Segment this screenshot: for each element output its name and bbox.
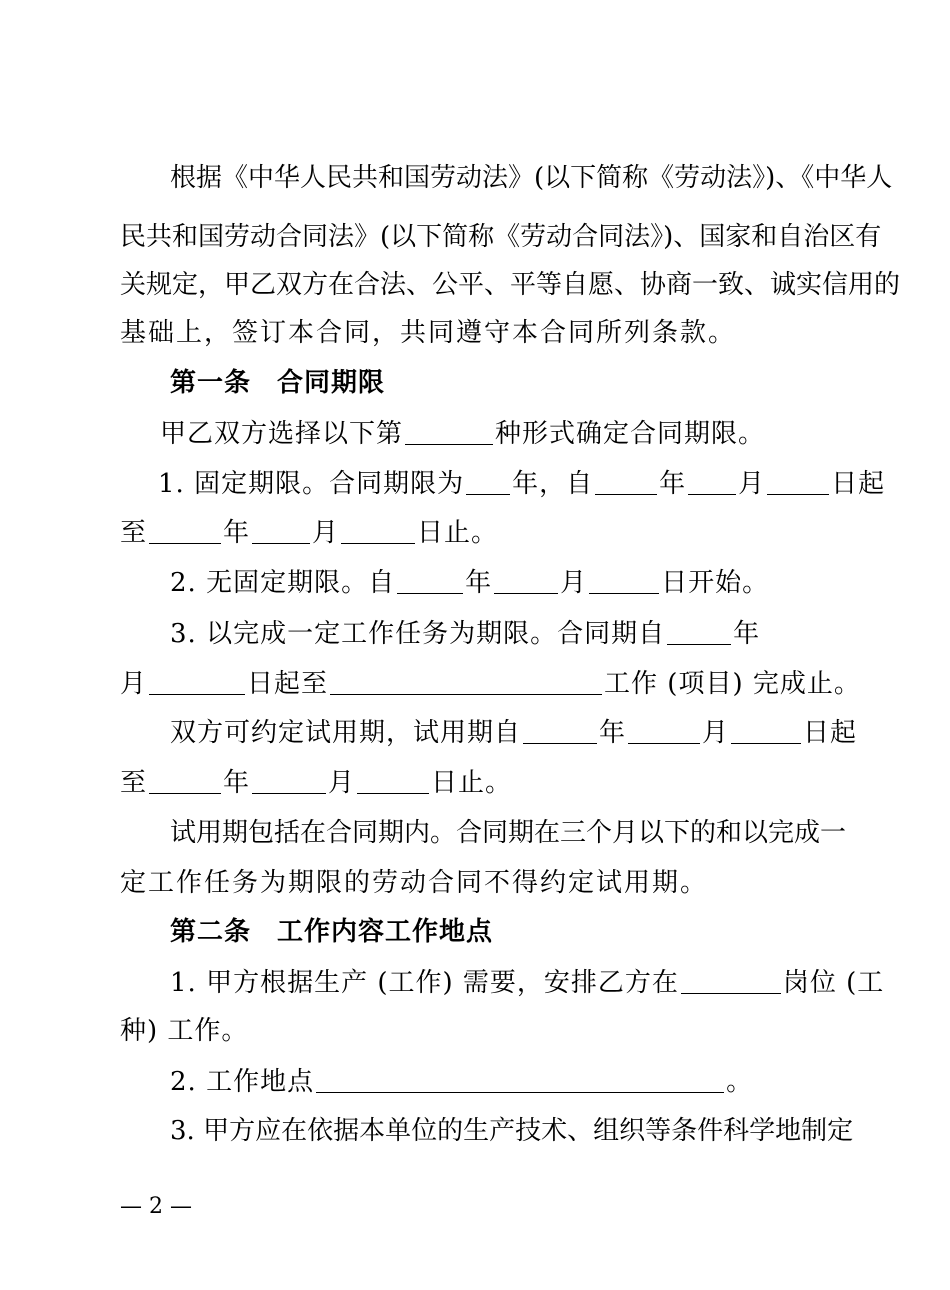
open-start-month-blank[interactable] [494, 569, 558, 594]
probation-line-1: 双方可约定试用期，试用期自 年 月 日起 [170, 718, 858, 748]
page-number: — 2 — [120, 1194, 192, 1219]
open-start-year-blank[interactable] [397, 569, 463, 594]
task-term-line-1: 3. 以完成一定工作任务为期限。合同期自 年 [170, 619, 761, 649]
article-2-number: 第二条 [170, 917, 252, 947]
task-start-year-blank[interactable] [667, 620, 731, 645]
work-location-blank[interactable] [316, 1068, 724, 1093]
probation-line-2: 至 年 月 日止。 [120, 768, 513, 798]
probation-start-day-blank[interactable] [731, 719, 801, 744]
fixed-start-day-blank[interactable] [767, 470, 829, 495]
article-2-heading [170, 917, 493, 947]
open-term-line: 2. 无固定期限。自 年 月 日开始。 [170, 568, 770, 598]
probation-end-day-blank[interactable] [357, 769, 429, 794]
task-term-line-2: 月 日起至 工作 (项目) 完成止。 [120, 669, 861, 699]
preamble-line-2: 民共和国劳动合同法》(以下简称《劳动合同法》)、国家和自治区有 [120, 222, 882, 252]
probation-start-year-blank[interactable] [523, 719, 597, 744]
position-blank[interactable] [681, 969, 781, 994]
article-1-number: 第一条 [170, 368, 252, 398]
fixed-end-month-blank[interactable] [252, 519, 310, 544]
work-location-line: 2. 工作地点 。 [170, 1067, 754, 1097]
form-number-blank[interactable] [405, 420, 493, 445]
fixed-term-line-1: 1. 固定期限。合同期限为 年，自 年 月 日起 [158, 469, 886, 499]
work-content-line-2: 种) 工作。 [120, 1016, 249, 1046]
probation-end-month-blank[interactable] [252, 769, 326, 794]
article-2-title: 工作内容工作地点 [277, 917, 494, 947]
task-start-month-blank[interactable] [149, 670, 245, 695]
article-1-heading [170, 368, 385, 398]
fixed-years-blank[interactable] [466, 470, 510, 495]
probation-note-line-2: 定工作任务为期限的劳动合同不得约定试用期。 [120, 868, 709, 898]
work-rules-line-1: 3. 甲方应在依据本单位的生产技术、组织等条件科学地制定 [170, 1116, 854, 1146]
preamble-line-3: 关规定，甲乙双方在合法、公平、平等自愿、协商一致、诚实信用的 [120, 270, 901, 300]
fixed-start-year-blank[interactable] [595, 470, 657, 495]
fixed-start-month-blank[interactable] [688, 470, 736, 495]
fixed-term-line-2: 至 年 月 日止。 [120, 518, 499, 548]
preamble-line-1: 根据《中华人民共和国劳动法》(以下简称《劳动法》)、《中华人 [170, 163, 893, 193]
probation-end-year-blank[interactable] [149, 769, 221, 794]
preamble-line-4: 基础上，签订本合同，共同遵守本合同所列条款。 [120, 318, 737, 348]
article-1-title: 合同期限 [277, 368, 386, 398]
probation-note-line-1: 试用期包括在合同期内。合同期在三个月以下的和以完成一 [170, 818, 847, 848]
contract-form-choice: 甲乙双方选择以下第 种形式确定合同期限。 [160, 419, 766, 449]
probation-start-month-blank[interactable] [628, 719, 700, 744]
work-content-line-1: 1. 甲方根据生产 (工作) 需要，安排乙方在 岗位 (工 [170, 968, 885, 998]
fixed-end-year-blank[interactable] [149, 519, 221, 544]
open-start-day-blank[interactable] [589, 569, 659, 594]
fixed-end-day-blank[interactable] [341, 519, 415, 544]
task-project-blank[interactable] [330, 670, 602, 695]
